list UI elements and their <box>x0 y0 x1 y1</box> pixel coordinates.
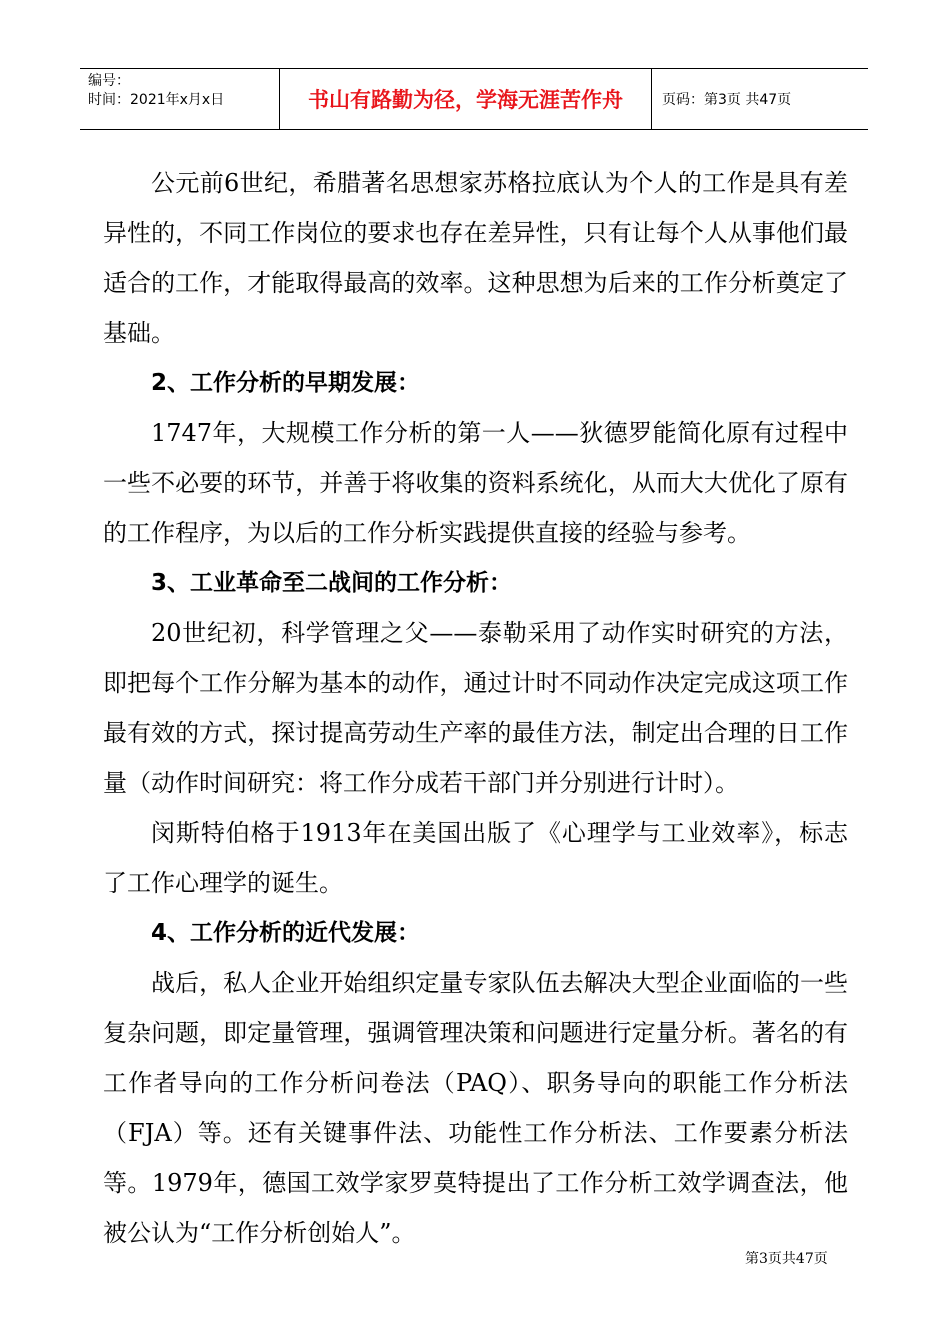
section-heading-industrial-revolution: 3、工业革命至二战间的工作分析： <box>151 570 513 596</box>
paragraph-taylor: 20世纪初，科学管理之父——泰勒采用了动作实时研究的方法，即把每个工作分解为基本的动作，通过计时不同动作决定完成这项工作最有效的方式，探讨提高劳动生产率的最佳方法，制定出合理的日工作量（动作时间研究：将工作分成若干部门并分别进行计时）。 <box>103 619 848 797</box>
document-body <box>103 158 848 1258</box>
section-heading-modern-development: 4、工作分析的近代发展： <box>151 920 421 946</box>
header-meta-cell <box>80 69 280 129</box>
paragraph-munsterberg: 闵斯特伯格于1913年在美国出版了《心理学与工业效率》，标志了工作心理学的诞生。 <box>103 819 848 897</box>
paragraph-socrates: 公元前6世纪，希腊著名思想家苏格拉底认为个人的工作是具有差异性的，不同工作岗位的要求也存在差异性，只有让每个人从事他们最适合的工作，才能取得最高的效率。这种思想为后来的工作分析奠定了基础。 <box>103 169 848 347</box>
page-header <box>80 68 868 130</box>
paragraph-diderot: 1747年，大规模工作分析的第一人——狄德罗能简化原有过程中一些不必要的环节，并善于将收集的资料系统化，从而大大优化了原有的工作程序，为以后的工作分析实践提供直接的经验与参考。 <box>103 419 848 547</box>
document-time-label: 时间：2021年x月x日 <box>88 92 225 108</box>
page-footer-number: 第3页共47页 <box>745 1251 828 1267</box>
section-heading-early-development: 2、工作分析的早期发展： <box>151 370 421 396</box>
header-motto: 书山有路勤为径，学海无涯苦作舟 <box>280 69 652 129</box>
document-number-label: 编号： <box>88 73 130 89</box>
header-page-number: 页码：第3页 共47页 <box>662 92 792 108</box>
paragraph-postwar: 战后，私人企业开始组织定量专家队伍去解决大型企业面临的一些复杂问题，即定量管理，强调管理决策和问题进行定量分析。著名的有工作者导向的工作分析问卷法（PAQ）、职务导向的职能工作分析法（FJA）等。还有关键事件法、功能性工作分析法、工作要素分析法等。1979年，德国工效学家罗莫特提出了工作分析工效学调查法，他被公认为“工作分析创始人”。 <box>103 969 848 1247</box>
